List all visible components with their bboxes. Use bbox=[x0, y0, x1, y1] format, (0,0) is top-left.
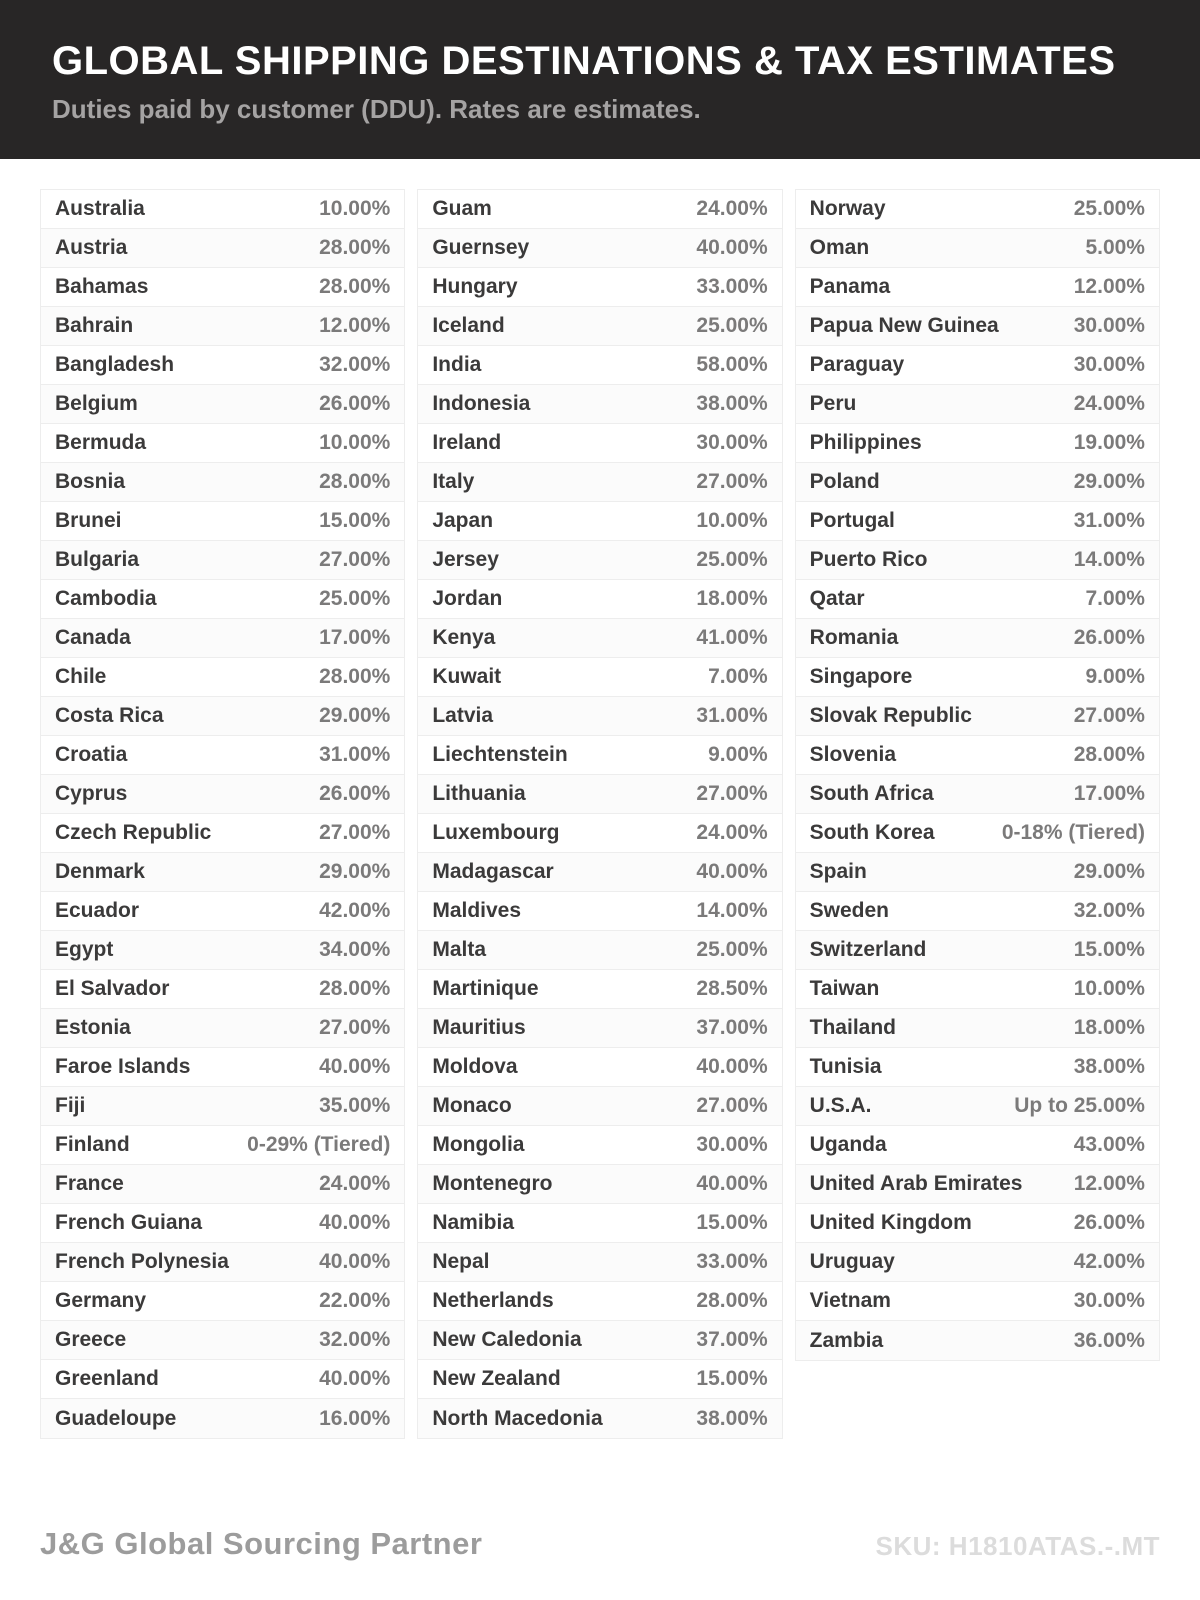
country-name: Lithuania bbox=[432, 782, 526, 805]
country-name: Uganda bbox=[809, 1133, 887, 1156]
table-row bbox=[418, 970, 781, 1009]
table-row bbox=[796, 853, 1159, 892]
table-row bbox=[796, 658, 1159, 697]
table-row bbox=[418, 1009, 781, 1048]
country-name: Qatar bbox=[809, 587, 865, 610]
country-name: Ireland bbox=[432, 431, 502, 454]
tax-rate: 12.00% bbox=[1073, 275, 1145, 298]
tax-rate: 10.00% bbox=[696, 509, 768, 532]
rates-column bbox=[40, 189, 405, 1439]
table-row bbox=[41, 190, 404, 229]
country-name: Costa Rica bbox=[55, 704, 164, 727]
country-name: Norway bbox=[809, 197, 886, 220]
table-row bbox=[41, 775, 404, 814]
country-name: Uruguay bbox=[809, 1250, 895, 1273]
tax-rate: 37.00% bbox=[696, 1016, 768, 1039]
country-name: Papua New Guinea bbox=[809, 314, 999, 337]
country-name: Guadeloupe bbox=[55, 1406, 177, 1430]
table-row bbox=[41, 658, 404, 697]
country-name: U.S.A. bbox=[809, 1094, 872, 1117]
country-name: India bbox=[432, 353, 482, 376]
country-name: Martinique bbox=[432, 977, 539, 1000]
country-name: Vietnam bbox=[809, 1289, 891, 1312]
country-name: Kuwait bbox=[432, 665, 502, 688]
table-row bbox=[796, 814, 1159, 853]
table-row bbox=[796, 346, 1159, 385]
sku-label: SKU: H1810ATAS.-.MT bbox=[875, 1531, 1160, 1561]
table-row bbox=[796, 1321, 1159, 1360]
tax-rate: 42.00% bbox=[319, 899, 391, 922]
table-row bbox=[41, 541, 404, 580]
tax-rate: 29.00% bbox=[319, 860, 391, 883]
table-row bbox=[796, 1009, 1159, 1048]
tax-rate: 15.00% bbox=[696, 1367, 768, 1390]
country-name: Bangladesh bbox=[55, 353, 175, 376]
tax-rate: 40.00% bbox=[696, 1055, 768, 1078]
country-name: Montenegro bbox=[432, 1172, 553, 1195]
tax-rate: 28.00% bbox=[1073, 743, 1145, 766]
country-name: Czech Republic bbox=[55, 821, 212, 844]
country-name: Taiwan bbox=[809, 977, 880, 1000]
table-row bbox=[418, 424, 781, 463]
tax-rate: 16.00% bbox=[319, 1406, 391, 1430]
tax-rate: 43.00% bbox=[1073, 1133, 1145, 1156]
table-row bbox=[41, 970, 404, 1009]
table-row bbox=[41, 502, 404, 541]
country-name: French Polynesia bbox=[55, 1250, 229, 1273]
tax-rate: 27.00% bbox=[696, 1094, 768, 1117]
tax-rate: 25.00% bbox=[319, 587, 391, 610]
table-row bbox=[418, 1360, 781, 1399]
table-row bbox=[796, 424, 1159, 463]
tax-rate: 32.00% bbox=[319, 1328, 391, 1351]
tax-rate: 27.00% bbox=[696, 470, 768, 493]
country-name: Mongolia bbox=[432, 1133, 525, 1156]
table-row bbox=[796, 1204, 1159, 1243]
country-name: Croatia bbox=[55, 743, 128, 766]
tax-rate: 17.00% bbox=[1073, 782, 1145, 805]
tax-rate: 25.00% bbox=[1073, 197, 1145, 220]
country-name: Estonia bbox=[55, 1016, 131, 1039]
table-row bbox=[418, 1321, 781, 1360]
country-name: Romania bbox=[809, 626, 899, 649]
table-row bbox=[418, 346, 781, 385]
country-name: Luxembourg bbox=[432, 821, 560, 844]
rates-column bbox=[417, 189, 782, 1439]
table-row bbox=[418, 580, 781, 619]
tax-rate: 10.00% bbox=[1073, 977, 1145, 1000]
tax-rate: 26.00% bbox=[1073, 626, 1145, 649]
table-row bbox=[796, 931, 1159, 970]
tax-rate: 24.00% bbox=[696, 197, 768, 220]
table-row bbox=[418, 697, 781, 736]
tax-rate: 30.00% bbox=[1073, 314, 1145, 337]
tax-rate: 42.00% bbox=[1073, 1250, 1145, 1273]
tax-rate: 33.00% bbox=[696, 1250, 768, 1273]
country-name: Zambia bbox=[809, 1328, 884, 1352]
tax-rate: 10.00% bbox=[319, 197, 391, 220]
table-row bbox=[796, 697, 1159, 736]
country-name: Philippines bbox=[809, 431, 922, 454]
table-row bbox=[418, 307, 781, 346]
table-row bbox=[796, 1126, 1159, 1165]
table-row bbox=[41, 1126, 404, 1165]
table-row bbox=[41, 814, 404, 853]
tax-rate: 32.00% bbox=[1073, 899, 1145, 922]
tax-rate: 28.00% bbox=[319, 977, 391, 1000]
country-name: Latvia bbox=[432, 704, 494, 727]
tax-rate: 10.00% bbox=[319, 431, 391, 454]
table-row bbox=[796, 268, 1159, 307]
country-name: Guam bbox=[432, 197, 492, 220]
page-title: GLOBAL SHIPPING DESTINATIONS & TAX ESTIMATES bbox=[52, 39, 1116, 83]
table-row bbox=[796, 892, 1159, 931]
table-row bbox=[41, 268, 404, 307]
table-row bbox=[796, 502, 1159, 541]
table-row bbox=[41, 619, 404, 658]
tax-rate: 27.00% bbox=[1073, 704, 1145, 727]
tax-rate: 41.00% bbox=[696, 626, 768, 649]
tax-rate: 7.00% bbox=[1085, 587, 1145, 610]
country-name: Faroe Islands bbox=[55, 1055, 191, 1078]
table-row bbox=[796, 541, 1159, 580]
table-row bbox=[796, 1243, 1159, 1282]
tax-rate: 28.00% bbox=[319, 470, 391, 493]
country-name: Greece bbox=[55, 1328, 127, 1351]
country-name: Namibia bbox=[432, 1211, 515, 1234]
country-name: Jordan bbox=[432, 587, 503, 610]
table-row bbox=[796, 736, 1159, 775]
tax-rate: 31.00% bbox=[696, 704, 768, 727]
table-row bbox=[418, 385, 781, 424]
country-name: El Salvador bbox=[55, 977, 170, 1000]
country-name: Liechtenstein bbox=[432, 743, 568, 766]
table-row bbox=[796, 190, 1159, 229]
table-row bbox=[796, 775, 1159, 814]
brand-text: J&G Global Sourcing Partner bbox=[40, 1526, 483, 1561]
tax-rate: 38.00% bbox=[1073, 1055, 1145, 1078]
country-name: Netherlands bbox=[432, 1289, 554, 1312]
tax-rate: 33.00% bbox=[696, 275, 768, 298]
tax-rate: 7.00% bbox=[708, 665, 768, 688]
tax-rate: 35.00% bbox=[319, 1094, 391, 1117]
country-name: Japan bbox=[432, 509, 494, 532]
tax-rate: 28.50% bbox=[696, 977, 768, 1000]
tax-rate: 27.00% bbox=[696, 782, 768, 805]
country-name: Ecuador bbox=[55, 899, 140, 922]
table-row bbox=[418, 1243, 781, 1282]
tax-rate: 40.00% bbox=[319, 1211, 391, 1234]
country-name: New Zealand bbox=[432, 1367, 561, 1390]
table-row bbox=[418, 931, 781, 970]
tax-rate: 9.00% bbox=[1085, 665, 1145, 688]
country-name: France bbox=[55, 1172, 124, 1195]
country-name: Peru bbox=[809, 392, 857, 415]
tax-rate: 22.00% bbox=[319, 1289, 391, 1312]
country-name: Sweden bbox=[809, 899, 890, 922]
country-name: Australia bbox=[55, 197, 145, 220]
country-name: Finland bbox=[55, 1133, 130, 1156]
table-row bbox=[41, 697, 404, 736]
tax-rate: 25.00% bbox=[696, 938, 768, 961]
tax-rate: 30.00% bbox=[1073, 1289, 1145, 1312]
tax-rate: 0-18% (Tiered) bbox=[1001, 821, 1145, 844]
tax-rate: 25.00% bbox=[696, 314, 768, 337]
country-name: Egypt bbox=[55, 938, 114, 961]
country-name: Oman bbox=[809, 236, 870, 259]
tax-rate: 24.00% bbox=[1073, 392, 1145, 415]
tax-rate: 26.00% bbox=[319, 782, 391, 805]
tax-rate: 15.00% bbox=[696, 1211, 768, 1234]
country-name: Portugal bbox=[809, 509, 895, 532]
table-row bbox=[418, 1204, 781, 1243]
table-row bbox=[418, 190, 781, 229]
table-row bbox=[41, 1204, 404, 1243]
tax-rate: 5.00% bbox=[1085, 236, 1145, 259]
table-row bbox=[418, 463, 781, 502]
country-name: Kenya bbox=[432, 626, 496, 649]
country-name: South Africa bbox=[809, 782, 934, 805]
table-row bbox=[418, 229, 781, 268]
tax-rate: 31.00% bbox=[1073, 509, 1145, 532]
table-row bbox=[418, 775, 781, 814]
table-row bbox=[418, 853, 781, 892]
tax-rate: 29.00% bbox=[1073, 860, 1145, 883]
tax-rate: 12.00% bbox=[1073, 1172, 1145, 1195]
country-name: Fiji bbox=[55, 1094, 86, 1117]
tax-rate: 24.00% bbox=[696, 821, 768, 844]
country-name: Austria bbox=[55, 236, 128, 259]
tax-rate: 28.00% bbox=[319, 236, 391, 259]
tax-rate: 38.00% bbox=[696, 1406, 768, 1430]
table-row bbox=[41, 1087, 404, 1126]
country-name: Mauritius bbox=[432, 1016, 526, 1039]
table-row bbox=[41, 1321, 404, 1360]
country-name: Denmark bbox=[55, 860, 145, 883]
tax-rate: 37.00% bbox=[696, 1328, 768, 1351]
tax-rate: 9.00% bbox=[708, 743, 768, 766]
table-row bbox=[796, 580, 1159, 619]
table-row bbox=[41, 736, 404, 775]
country-name: Bulgaria bbox=[55, 548, 140, 571]
tax-rate: 27.00% bbox=[319, 1016, 391, 1039]
table-row bbox=[41, 580, 404, 619]
page-subtitle: Duties paid by customer (DDU). Rates are estimates. bbox=[52, 94, 701, 124]
tax-rate: 40.00% bbox=[319, 1367, 391, 1390]
country-name: Canada bbox=[55, 626, 131, 649]
tax-rate: 32.00% bbox=[319, 353, 391, 376]
table-row bbox=[796, 307, 1159, 346]
table-row bbox=[41, 1360, 404, 1399]
tax-rate: 18.00% bbox=[696, 587, 768, 610]
country-name: Maldives bbox=[432, 899, 522, 922]
table-row bbox=[41, 463, 404, 502]
table-row bbox=[41, 1048, 404, 1087]
table-row bbox=[418, 1399, 781, 1438]
table-row bbox=[418, 1048, 781, 1087]
country-name: Tunisia bbox=[809, 1055, 882, 1078]
rates-table bbox=[40, 189, 1160, 1439]
tax-rate: 40.00% bbox=[696, 1172, 768, 1195]
country-name: Poland bbox=[809, 470, 880, 493]
country-name: Bahamas bbox=[55, 275, 149, 298]
country-name: Iceland bbox=[432, 314, 505, 337]
table-row bbox=[796, 1165, 1159, 1204]
tax-rate: 24.00% bbox=[319, 1172, 391, 1195]
table-row bbox=[41, 1243, 404, 1282]
tax-rate: 26.00% bbox=[1073, 1211, 1145, 1234]
table-row bbox=[41, 853, 404, 892]
table-row bbox=[418, 1126, 781, 1165]
country-name: New Caledonia bbox=[432, 1328, 582, 1351]
country-name: Bermuda bbox=[55, 431, 147, 454]
tax-rate: 36.00% bbox=[1073, 1328, 1145, 1352]
country-name: United Kingdom bbox=[809, 1211, 972, 1234]
tax-rate: 31.00% bbox=[319, 743, 391, 766]
country-name: Greenland bbox=[55, 1367, 159, 1390]
table-row bbox=[41, 1009, 404, 1048]
rates-column bbox=[795, 189, 1160, 1361]
table-row bbox=[796, 229, 1159, 268]
tax-rate: 40.00% bbox=[696, 236, 768, 259]
table-row bbox=[796, 619, 1159, 658]
header bbox=[0, 0, 1200, 159]
country-name: Indonesia bbox=[432, 392, 531, 415]
tax-rate: 27.00% bbox=[319, 821, 391, 844]
tax-rate: 14.00% bbox=[1073, 548, 1145, 571]
country-name: North Macedonia bbox=[432, 1406, 603, 1430]
country-name: Bahrain bbox=[55, 314, 134, 337]
table-row bbox=[41, 1399, 404, 1438]
tax-rate: Up to 25.00% bbox=[1014, 1094, 1145, 1117]
tax-rate: 40.00% bbox=[319, 1055, 391, 1078]
table-row bbox=[796, 970, 1159, 1009]
table-row bbox=[418, 892, 781, 931]
tax-rate: 40.00% bbox=[696, 860, 768, 883]
country-name: Moldova bbox=[432, 1055, 518, 1078]
tax-rate: 34.00% bbox=[319, 938, 391, 961]
tax-rate: 28.00% bbox=[319, 275, 391, 298]
country-name: Belgium bbox=[55, 392, 138, 415]
table-row bbox=[41, 1165, 404, 1204]
table-row bbox=[41, 931, 404, 970]
country-name: South Korea bbox=[809, 821, 935, 844]
tax-rate: 26.00% bbox=[319, 392, 391, 415]
tax-rate: 30.00% bbox=[696, 1133, 768, 1156]
table-row bbox=[796, 385, 1159, 424]
country-name: French Guiana bbox=[55, 1211, 203, 1234]
tax-rate: 0-29% (Tiered) bbox=[247, 1133, 391, 1156]
table-row bbox=[41, 424, 404, 463]
country-name: Bosnia bbox=[55, 470, 126, 493]
country-name: Panama bbox=[809, 275, 891, 298]
country-name: Thailand bbox=[809, 1016, 896, 1039]
tax-rate: 29.00% bbox=[319, 704, 391, 727]
table-row bbox=[418, 502, 781, 541]
country-name: Puerto Rico bbox=[809, 548, 928, 571]
country-name: Italy bbox=[432, 470, 475, 493]
table-row bbox=[41, 307, 404, 346]
tax-rate: 15.00% bbox=[1073, 938, 1145, 961]
table-row bbox=[41, 385, 404, 424]
country-name: Spain bbox=[809, 860, 867, 883]
country-name: Nepal bbox=[432, 1250, 490, 1273]
table-row bbox=[418, 658, 781, 697]
tax-rate: 40.00% bbox=[319, 1250, 391, 1273]
tax-rate: 27.00% bbox=[319, 548, 391, 571]
footer bbox=[0, 1526, 1200, 1600]
country-name: Brunei bbox=[55, 509, 122, 532]
country-name: Chile bbox=[55, 665, 107, 688]
country-name: Cyprus bbox=[55, 782, 128, 805]
table-row bbox=[796, 463, 1159, 502]
table-row bbox=[41, 892, 404, 931]
table-row bbox=[796, 1048, 1159, 1087]
tax-rate: 28.00% bbox=[319, 665, 391, 688]
country-name: Monaco bbox=[432, 1094, 512, 1117]
country-name: Jersey bbox=[432, 548, 499, 571]
country-name: Hungary bbox=[432, 275, 518, 298]
tax-rate: 19.00% bbox=[1073, 431, 1145, 454]
country-name: Madagascar bbox=[432, 860, 554, 883]
tax-rate: 18.00% bbox=[1073, 1016, 1145, 1039]
table-row bbox=[418, 268, 781, 307]
tax-rate: 15.00% bbox=[319, 509, 391, 532]
table-row bbox=[796, 1087, 1159, 1126]
country-name: Slovak Republic bbox=[809, 704, 972, 727]
table-row bbox=[41, 229, 404, 268]
table-row bbox=[418, 1282, 781, 1321]
country-name: Germany bbox=[55, 1289, 147, 1312]
table-row bbox=[796, 1282, 1159, 1321]
tax-rate: 12.00% bbox=[319, 314, 391, 337]
table-row bbox=[418, 541, 781, 580]
tax-rate: 58.00% bbox=[696, 353, 768, 376]
tax-rate: 28.00% bbox=[696, 1289, 768, 1312]
country-name: Paraguay bbox=[809, 353, 905, 376]
country-name: Slovenia bbox=[809, 743, 897, 766]
table-row bbox=[41, 1282, 404, 1321]
tax-rate: 17.00% bbox=[319, 626, 391, 649]
country-name: Cambodia bbox=[55, 587, 157, 610]
table-row bbox=[41, 346, 404, 385]
table-row bbox=[418, 736, 781, 775]
country-name: Malta bbox=[432, 938, 487, 961]
table-row bbox=[418, 814, 781, 853]
table-row bbox=[418, 619, 781, 658]
table-row bbox=[418, 1165, 781, 1204]
table-row bbox=[418, 1087, 781, 1126]
tax-rate: 14.00% bbox=[696, 899, 768, 922]
country-name: United Arab Emirates bbox=[809, 1172, 1023, 1195]
tax-rate: 38.00% bbox=[696, 392, 768, 415]
tax-rate: 30.00% bbox=[1073, 353, 1145, 376]
country-name: Singapore bbox=[809, 665, 913, 688]
tax-rate: 30.00% bbox=[696, 431, 768, 454]
tax-rate: 29.00% bbox=[1073, 470, 1145, 493]
country-name: Switzerland bbox=[809, 938, 927, 961]
tax-rate: 25.00% bbox=[696, 548, 768, 571]
country-name: Guernsey bbox=[432, 236, 530, 259]
